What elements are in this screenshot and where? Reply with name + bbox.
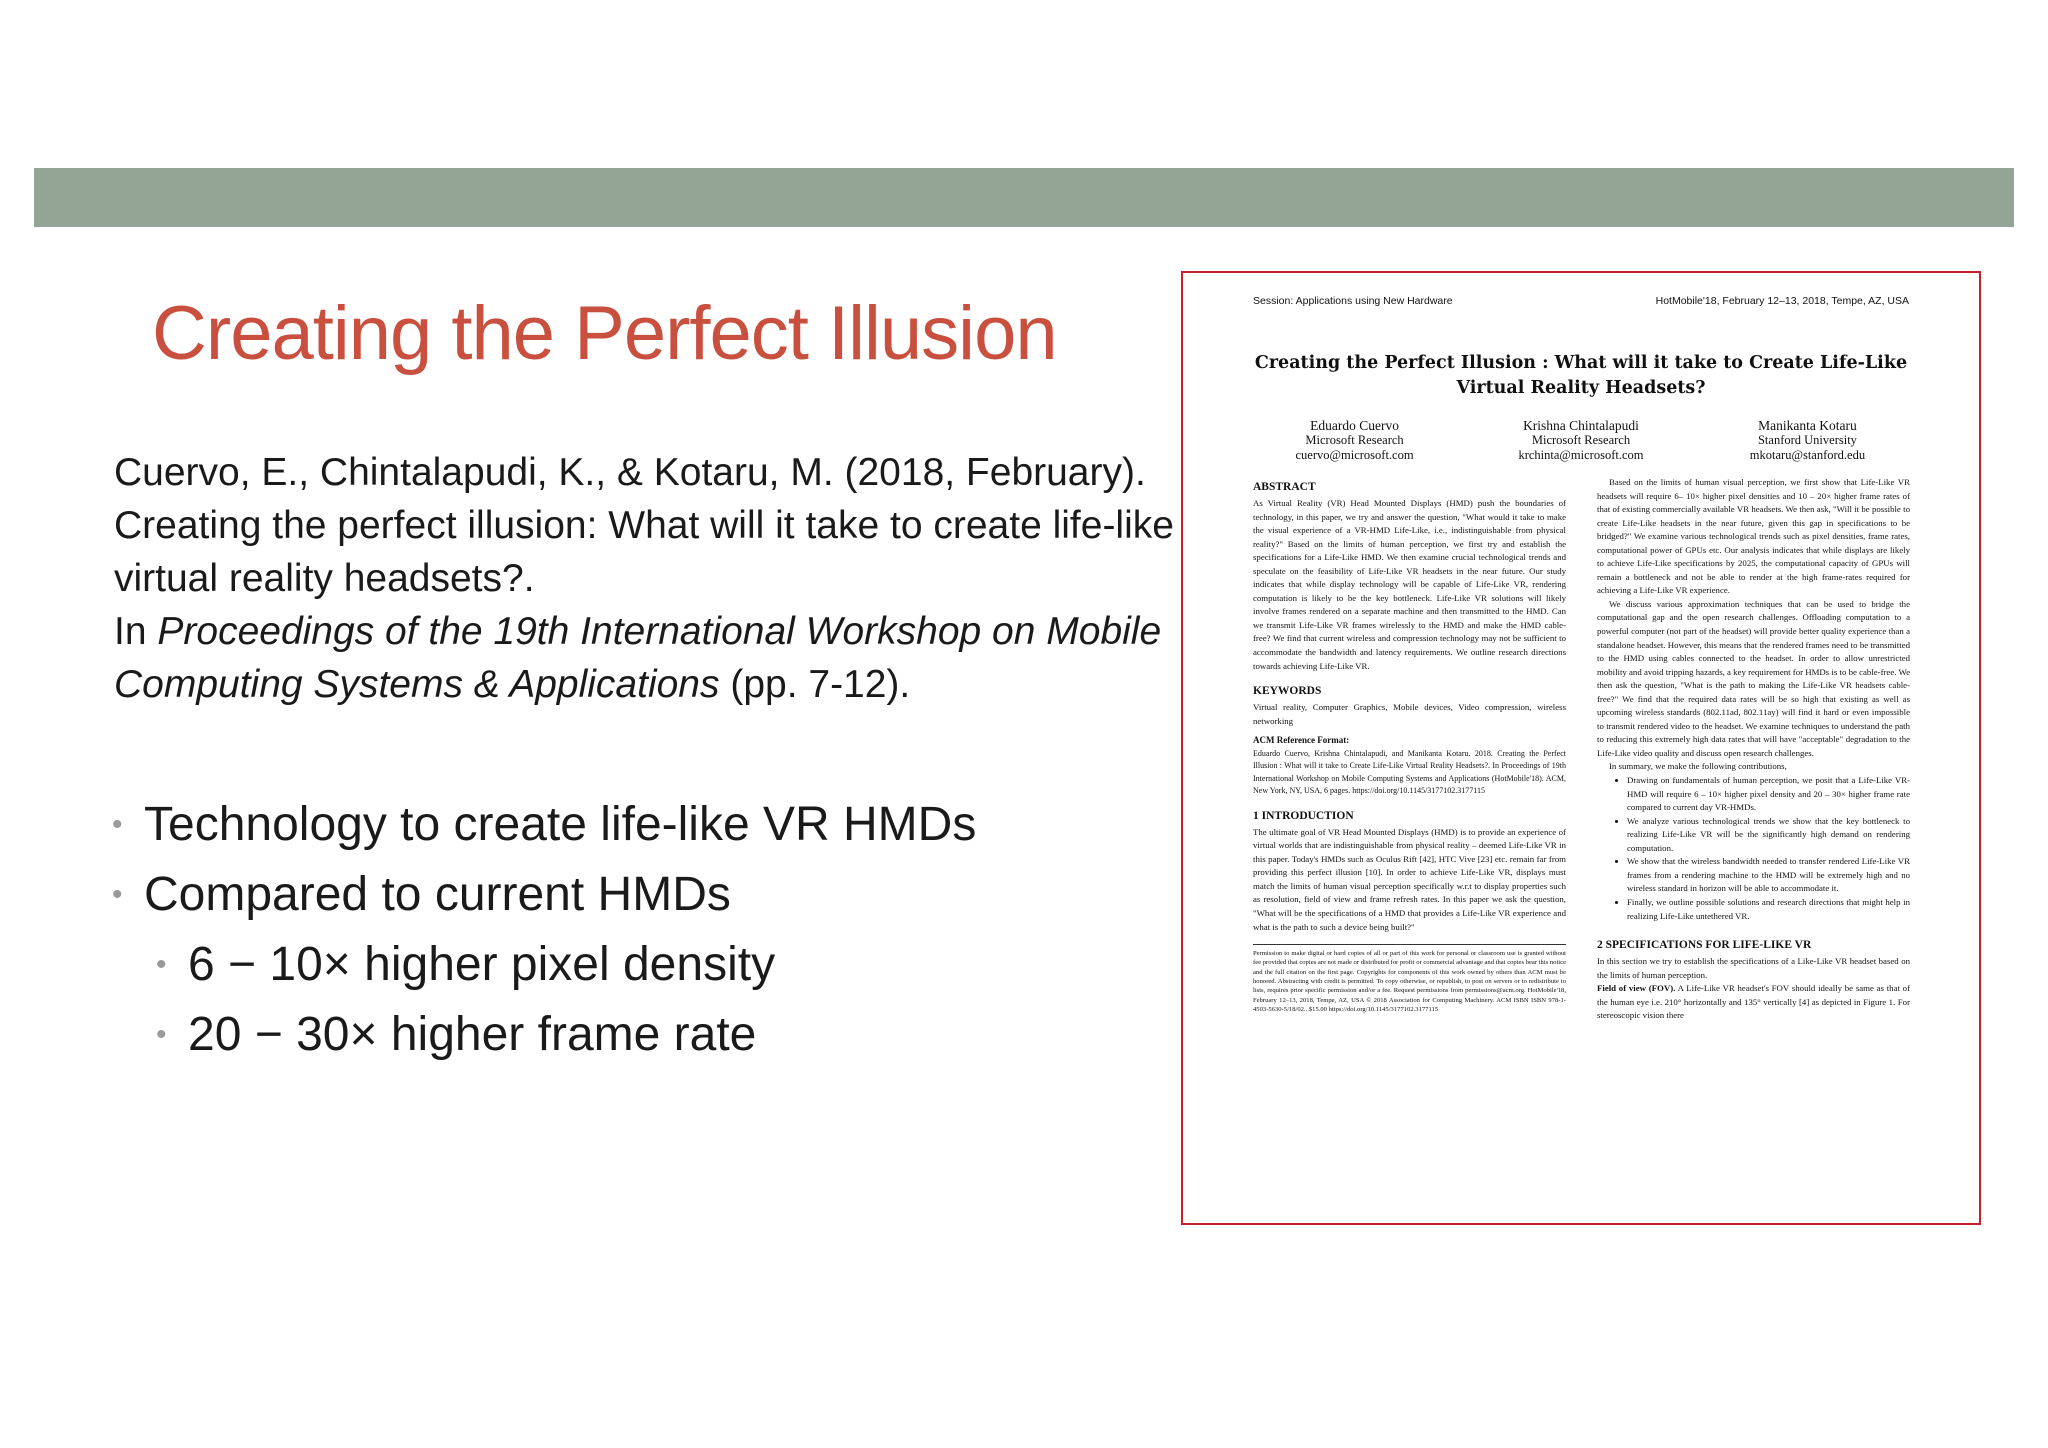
bullet-text: 6 − 10× higher pixel density: [188, 938, 776, 991]
bullet-dot: •: [156, 1018, 167, 1051]
paper-paragraph: We discuss various approximation techniques that can be used to bridge the computational gap and the open research challenges. Offloading computation to a powerful computer (not part of the headset) will provide better quality experience than a standalone headset. However, this means that the rendered frames need to be transmitted to the HMD using cables connected to the headset. In order to allow unrestricted mobility and avoid tripping hazards, a key requirement for HMDs is to be cable-free. We then ask the question, "What is the path to making the Life-Like VR headsets cable-free?" We find that the required data rates will be so high that existing as well as upcoming wireless standards (802.11ad, 802.11ay) will find it hard or even impossible to transmit rendered video to the headset. We examine techniques to understand the path to reducing this extremely high data rates that will have "acceptable" degradation to the Life-Like video quality and discuss open research challenges.: [1597, 598, 1910, 758]
abstract-text: As Virtual Reality (VR) Head Mounted Displays (HMD) push the boundaries of technology, in this paper, we try and answer the question, "What would it take to make the visual experience of a VR-HMD Life-Like, i.e., indistinguishable from physical reality?" Based on the limits of human perception, we first try and establish the specifications for a Life-Like HMD. We then examine crucial technological trends and speculate on the feasibility of Life-Like VR headsets in the near future. Our study indicates that while display technology will be capable of Life-Like VR, rendering computation is likely to be the key bottleneck. Life-Like VR solutions will likely involve frames rendered on a separate machine and then transmitted to the HMD. Can we transmit Life-Like VR frames wirelessly to the HMD and make the HMD cable-free? We find that current wireless and compression technology may not be sufficient to accommodate the bandwidth and latency requirements. We outline research directions towards achieving Life-Like VR.: [1253, 498, 1566, 671]
author-block: [1696, 418, 1919, 463]
citation: [114, 446, 1174, 711]
fov-text: A Life-Like VR headset's FOV should ideally be same as that of the human eye i.e. 210° horizontally and 135° vertically [4] as depicted in Figure 1. For stereoscopic vision there: [1597, 983, 1910, 1021]
author-affiliation: Stanford University: [1757, 433, 1857, 447]
contribution-item: • We show that the wireless bandwidth needed to transfer rendered Life-Like VR frames from a rendering machine to the HMD will be extremely high and no wireless standard in horizon will be able to accommodate it.: [1627, 855, 1910, 896]
bullet-text: Compared to current HMDs: [144, 868, 731, 921]
bullet-item: [112, 790, 1172, 860]
contribution-item: • Finally, we outline possible solutions and research directions that might help in realizing Life-Like untethered VR.: [1627, 896, 1910, 923]
bullet-text: 20 − 30× higher frame rate: [188, 1008, 757, 1061]
contribution-item: • Drawing on fundamentals of human perception, we posit that a Life-Like VR-HMD will require 6 – 10× higher pixel density and 20 – 30× higher frame rate compared to current day VR-HMDs.: [1627, 774, 1910, 815]
author-affiliation: Microsoft Research: [1305, 433, 1404, 447]
contributions-list: [1597, 774, 1910, 923]
header-band: [34, 168, 2014, 227]
bullet-item: [112, 930, 1172, 1000]
paper-screenshot: [1181, 271, 1981, 1225]
acm-ref-heading: ACM Reference Format:: [1253, 735, 1350, 746]
bullet-dot: •: [156, 948, 167, 981]
bullet-dot: •: [112, 878, 123, 911]
keywords-text: Virtual reality, Computer Graphics, Mobile devices, Video compression, wireless networking: [1253, 702, 1566, 726]
citation-text: Cuervo, E., Chintalapudi, K., & Kotaru, M. (2018, February). Creating the perfect illusion: What will it take to create life-like virtual reality headsets?.: [114, 451, 1174, 600]
intro-heading: 1 INTRODUCTION: [1253, 809, 1354, 822]
bullet-text: Technology to create life-like VR HMDs: [144, 798, 977, 851]
author-name: Manikanta Kotaru: [1758, 418, 1857, 433]
author-email: krchinta@microsoft.com: [1518, 448, 1644, 462]
citation-pages: (pp. 7-12).: [719, 663, 911, 706]
slide-title: Creating the Perfect Illusion: [152, 291, 1057, 376]
author-email: cuervo@microsoft.com: [1295, 448, 1414, 462]
author-email: mkotaru@stanford.edu: [1749, 448, 1866, 462]
permission-note: Permission to make digital or hard copies of all or part of this work for personal or classroom use is granted without fee provided that copies are not made or distributed for profit or commercial advantage and that copies bear this notice and the full citation on the first page. Copyrights for components of this work owned by others than ACM must be honored. Abstracting with credit is permitted. To copy otherwise, or republish, to post on servers or to redistribute to lists, requires prior specific permission and/or a fee. Request permissions from permissions@acm.org. HotMobile'18, February 12–13, 2018, Tempe, AZ, USA © 2018 Association for Computing Machinery. ACM ISBN ISBN 978-1-4503-5630-5/18/02...$15.00 https://doi.org/10.1145/3177102.3177115: [1253, 944, 1566, 1014]
paper-paragraph: Based on the limits of human visual perception, we first show that Life-Like VR headsets will require 6– 10× higher pixel densities and 10 – 20× higher frame rates of that of existing commercially available VR headsets. We then ask, "Will it be possible to create Life-Like headsets in the near future, given this gap in specifications to be bridged?" We examine various technological trends such as pixel densities, frame rates, computational power of GPUs etc. Our analysis indicates that while displays are likely to achieve Life-Like specifications by 2025, the computational capacity of GPUs will remain a bottleneck and not be able to render at the high frame-rates required for achieving a Life-Like VR experience.: [1597, 477, 1910, 596]
keywords-heading: KEYWORDS: [1253, 685, 1322, 698]
paper-session: Session: Applications using New Hardware: [1253, 295, 1453, 307]
author-name: Eduardo Cuervo: [1310, 418, 1399, 433]
author-affiliation: Microsoft Research: [1531, 433, 1631, 447]
paper-title: Creating the Perfect Illusion : What will it take to Create Life-Like Virtual Reality Headsets?: [1254, 353, 1908, 398]
author-block: [1243, 418, 1466, 463]
acm-ref-text: Eduardo Cuervo, Krishna Chintalapudi, and Manikanta Kotaru. 2018. Creating the Perfect Illusion : What will it take to Create Life-Like Virtual Reality Headsets?. In Proceedings of 19th International Workshop on Mobile Computing Systems and Applications (HotMobile'18). ACM, New York, NY, USA, 6 pages. https://doi.org/10.1145/3177102.3177115: [1253, 748, 1566, 796]
contribution-item: • We analyze various technological trends we show that the key bottleneck to realizing Life-Like VR will be the significantly high demand on rendering computation.: [1627, 815, 1910, 856]
paper-right-column: [1597, 476, 1910, 1023]
spec-text: In this section we try to establish the specifications of a Like-Like VR headset based on the limits of human perception.: [1597, 956, 1910, 980]
author-name: Krishna Chintalapudi: [1523, 418, 1639, 433]
paper-left-column: [1253, 476, 1566, 1014]
citation-in: In: [114, 610, 158, 653]
bullet-item: [112, 1000, 1172, 1070]
paper-authors: [1243, 418, 1919, 463]
paper-paragraph: In summary, we make the following contributions,: [1609, 761, 1787, 772]
bullet-dot: •: [112, 808, 123, 841]
abstract-heading: ABSTRACT: [1253, 481, 1316, 493]
citation-venue: Proceedings of the 19th International Workshop on Mobile Computing Systems & Applications: [114, 610, 1162, 706]
author-block: [1469, 418, 1692, 463]
intro-text: The ultimate goal of VR Head Mounted Displays (HMD) is to provide an experience of virtual worlds that are indistinguishable from physical reality – deemed Life-Like VR in this paper. Today's HMDs such as Oculus Rift [42], HTC Vive [23] etc. remain far from providing this perfect illusion [10]. In order to achieve Life-Like VR, displays must match the limits of human visual perception specifically w.r.t to display properties such as resolution, field of view and frame refresh rates. In this paper we ask the question, "What will be the specifications of a HMD that provides a Life-Like VR experience and what is the path to such a device being built?": [1253, 826, 1566, 932]
fov-label: Field of view (FOV).: [1597, 983, 1676, 994]
paper-venue: HotMobile'18, February 12–13, 2018, Tempe, AZ, USA: [1655, 295, 1909, 307]
spec-heading: 2 SPECIFICATIONS FOR LIFE-LIKE VR: [1597, 939, 1812, 952]
bullet-list: [112, 790, 1172, 1070]
bullet-item: [112, 860, 1172, 930]
fov-paragraph: [1597, 982, 1910, 1023]
